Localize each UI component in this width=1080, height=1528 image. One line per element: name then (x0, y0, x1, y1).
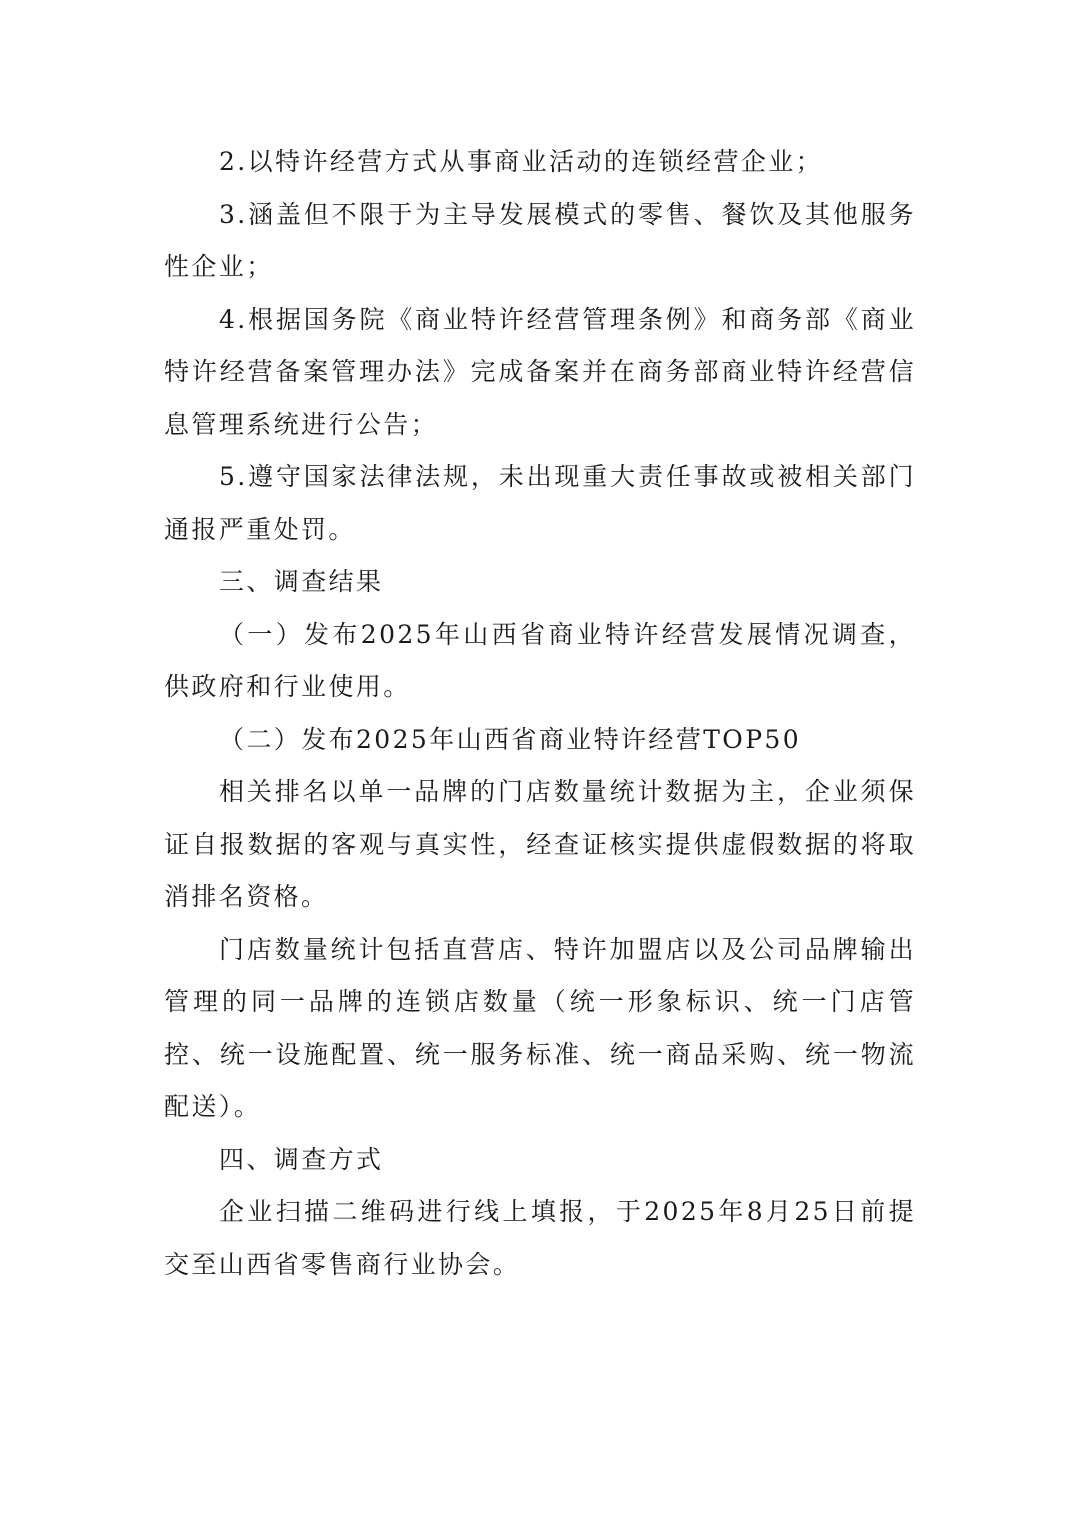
document-page (164, 136, 916, 1291)
store-count-paragraph: 门店数量统计包括直营店、特许加盟店以及公司品牌输出管理的同一品牌的连锁店数量（统一形象标识、统一门店管控、统一设施配置、统一服务标准、统一商品采购、统一物流配送）。 (164, 934, 916, 1121)
section-heading-results: 三、调查结果 (219, 567, 384, 596)
result-item-1: （一）发布2025年山西省商业特许经营发展情况调查，供政府和行业使用。 (164, 619, 916, 701)
ranking-rule-paragraph: 相关排名以单一品牌的门店数量统计数据为主，企业须保证自报数据的客观与真实性，经查证核实提供虚假数据的将取消排名资格。 (164, 777, 916, 911)
submission-paragraph: 企业扫描二维码进行线上填报，于2025年8月25日前提交至山西省零售商行业协会。 (164, 1197, 916, 1279)
section-heading-method: 四、调查方式 (219, 1144, 384, 1174)
criteria-item-5: 5.遵守国家法律法规，未出现重大责任事故或被相关部门通报严重处罚。 (164, 462, 916, 544)
criteria-item-4: 4.根据国务院《商业特许经营管理条例》和商务部《商业特许经营备案管理办法》完成备案并在商务部商业特许经营信息管理系统进行公告； (164, 304, 916, 439)
criteria-item-2: 2.以特许经营方式从事商业活动的连锁经营企业； (219, 147, 824, 176)
criteria-item-3: 3.涵盖但不限于为主导发展模式的零售、餐饮及其他服务性企业； (164, 199, 916, 281)
result-item-2: （二）发布2025年山西省商业特许经营TOP50 (219, 724, 802, 754)
